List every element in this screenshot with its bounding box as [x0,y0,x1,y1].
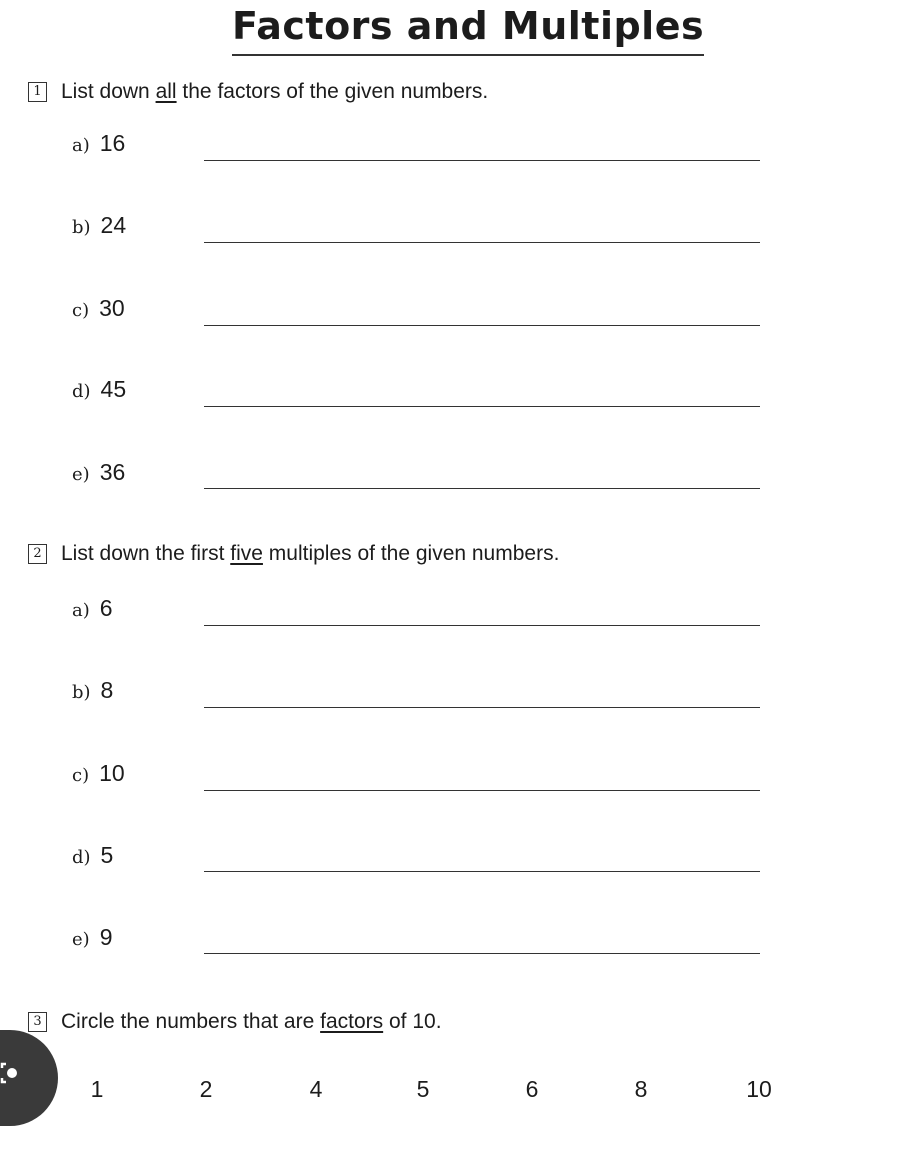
item-letter: b) [72,682,91,703]
answer-line-1a[interactable] [204,160,760,161]
item-letter: a) [72,135,90,156]
question-2a [72,595,113,622]
item-value: 36 [99,459,126,485]
answer-line-2d[interactable] [204,871,760,872]
question-2c [72,760,125,787]
answer-line-2e[interactable] [204,953,760,954]
instruction-3-text-start: Circle the numbers that are [61,1010,321,1033]
answer-line-2a[interactable] [204,625,760,626]
question-2b [72,677,113,704]
page-title: Factors and Multiples [232,4,704,56]
circle-number-6[interactable]: 6 [525,1076,539,1102]
question-1e [72,459,125,486]
item-letter: c) [72,765,90,786]
item-value: 5 [100,842,114,868]
question-number-3: 3 [28,1012,47,1032]
instruction-1-text-start: List down [61,80,156,103]
instruction-1-text-end: the factors of the given numbers. [176,80,489,103]
instruction-3-emphasis: factors [320,1010,384,1033]
item-value: 30 [99,295,125,321]
circle-number-8[interactable]: 8 [634,1076,648,1102]
instruction-2-text-end: multiples of the given numbers. [262,542,560,565]
question-2e [72,924,112,951]
instruction-1 [28,80,488,104]
item-value: 45 [100,376,127,402]
circle-number-1[interactable]: 1 [90,1076,104,1102]
item-value: 24 [100,212,127,238]
instruction-1-emphasis: all [155,80,177,103]
item-value: 10 [99,760,125,786]
item-letter: e) [72,929,90,950]
item-letter: a) [72,600,90,621]
item-letter: b) [72,217,91,238]
instruction-2 [28,542,559,566]
item-value: 16 [99,130,126,156]
answer-line-1d[interactable] [204,406,760,407]
item-letter: d) [72,381,91,402]
instruction-2-emphasis: five [230,542,263,565]
item-value: 6 [99,595,113,621]
instruction-3 [28,1010,442,1034]
circle-number-2[interactable]: 2 [199,1076,213,1102]
question-1d [72,376,126,403]
answer-line-1b[interactable] [204,242,760,243]
question-1b [72,212,126,239]
answer-line-2b[interactable] [204,707,760,708]
circle-number-4[interactable]: 4 [309,1076,323,1102]
item-value: 8 [100,677,114,703]
lens-icon [0,1060,26,1086]
question-number-2: 2 [28,544,47,564]
answer-line-2c[interactable] [204,790,760,791]
item-letter: e) [72,464,90,485]
instruction-3-text-end: of 10. [383,1010,442,1033]
item-value: 9 [99,924,113,950]
item-letter: c) [72,300,90,321]
instruction-2-text-start: List down the first [61,542,231,565]
item-letter: d) [72,847,91,868]
circle-number-10[interactable]: 10 [746,1076,772,1102]
question-2d [72,842,113,869]
answer-line-1e[interactable] [204,488,760,489]
circle-number-5[interactable]: 5 [416,1076,430,1102]
answer-line-1c[interactable] [204,325,760,326]
question-number-1: 1 [28,82,47,102]
question-1c [72,295,125,322]
question-1a [72,130,125,157]
